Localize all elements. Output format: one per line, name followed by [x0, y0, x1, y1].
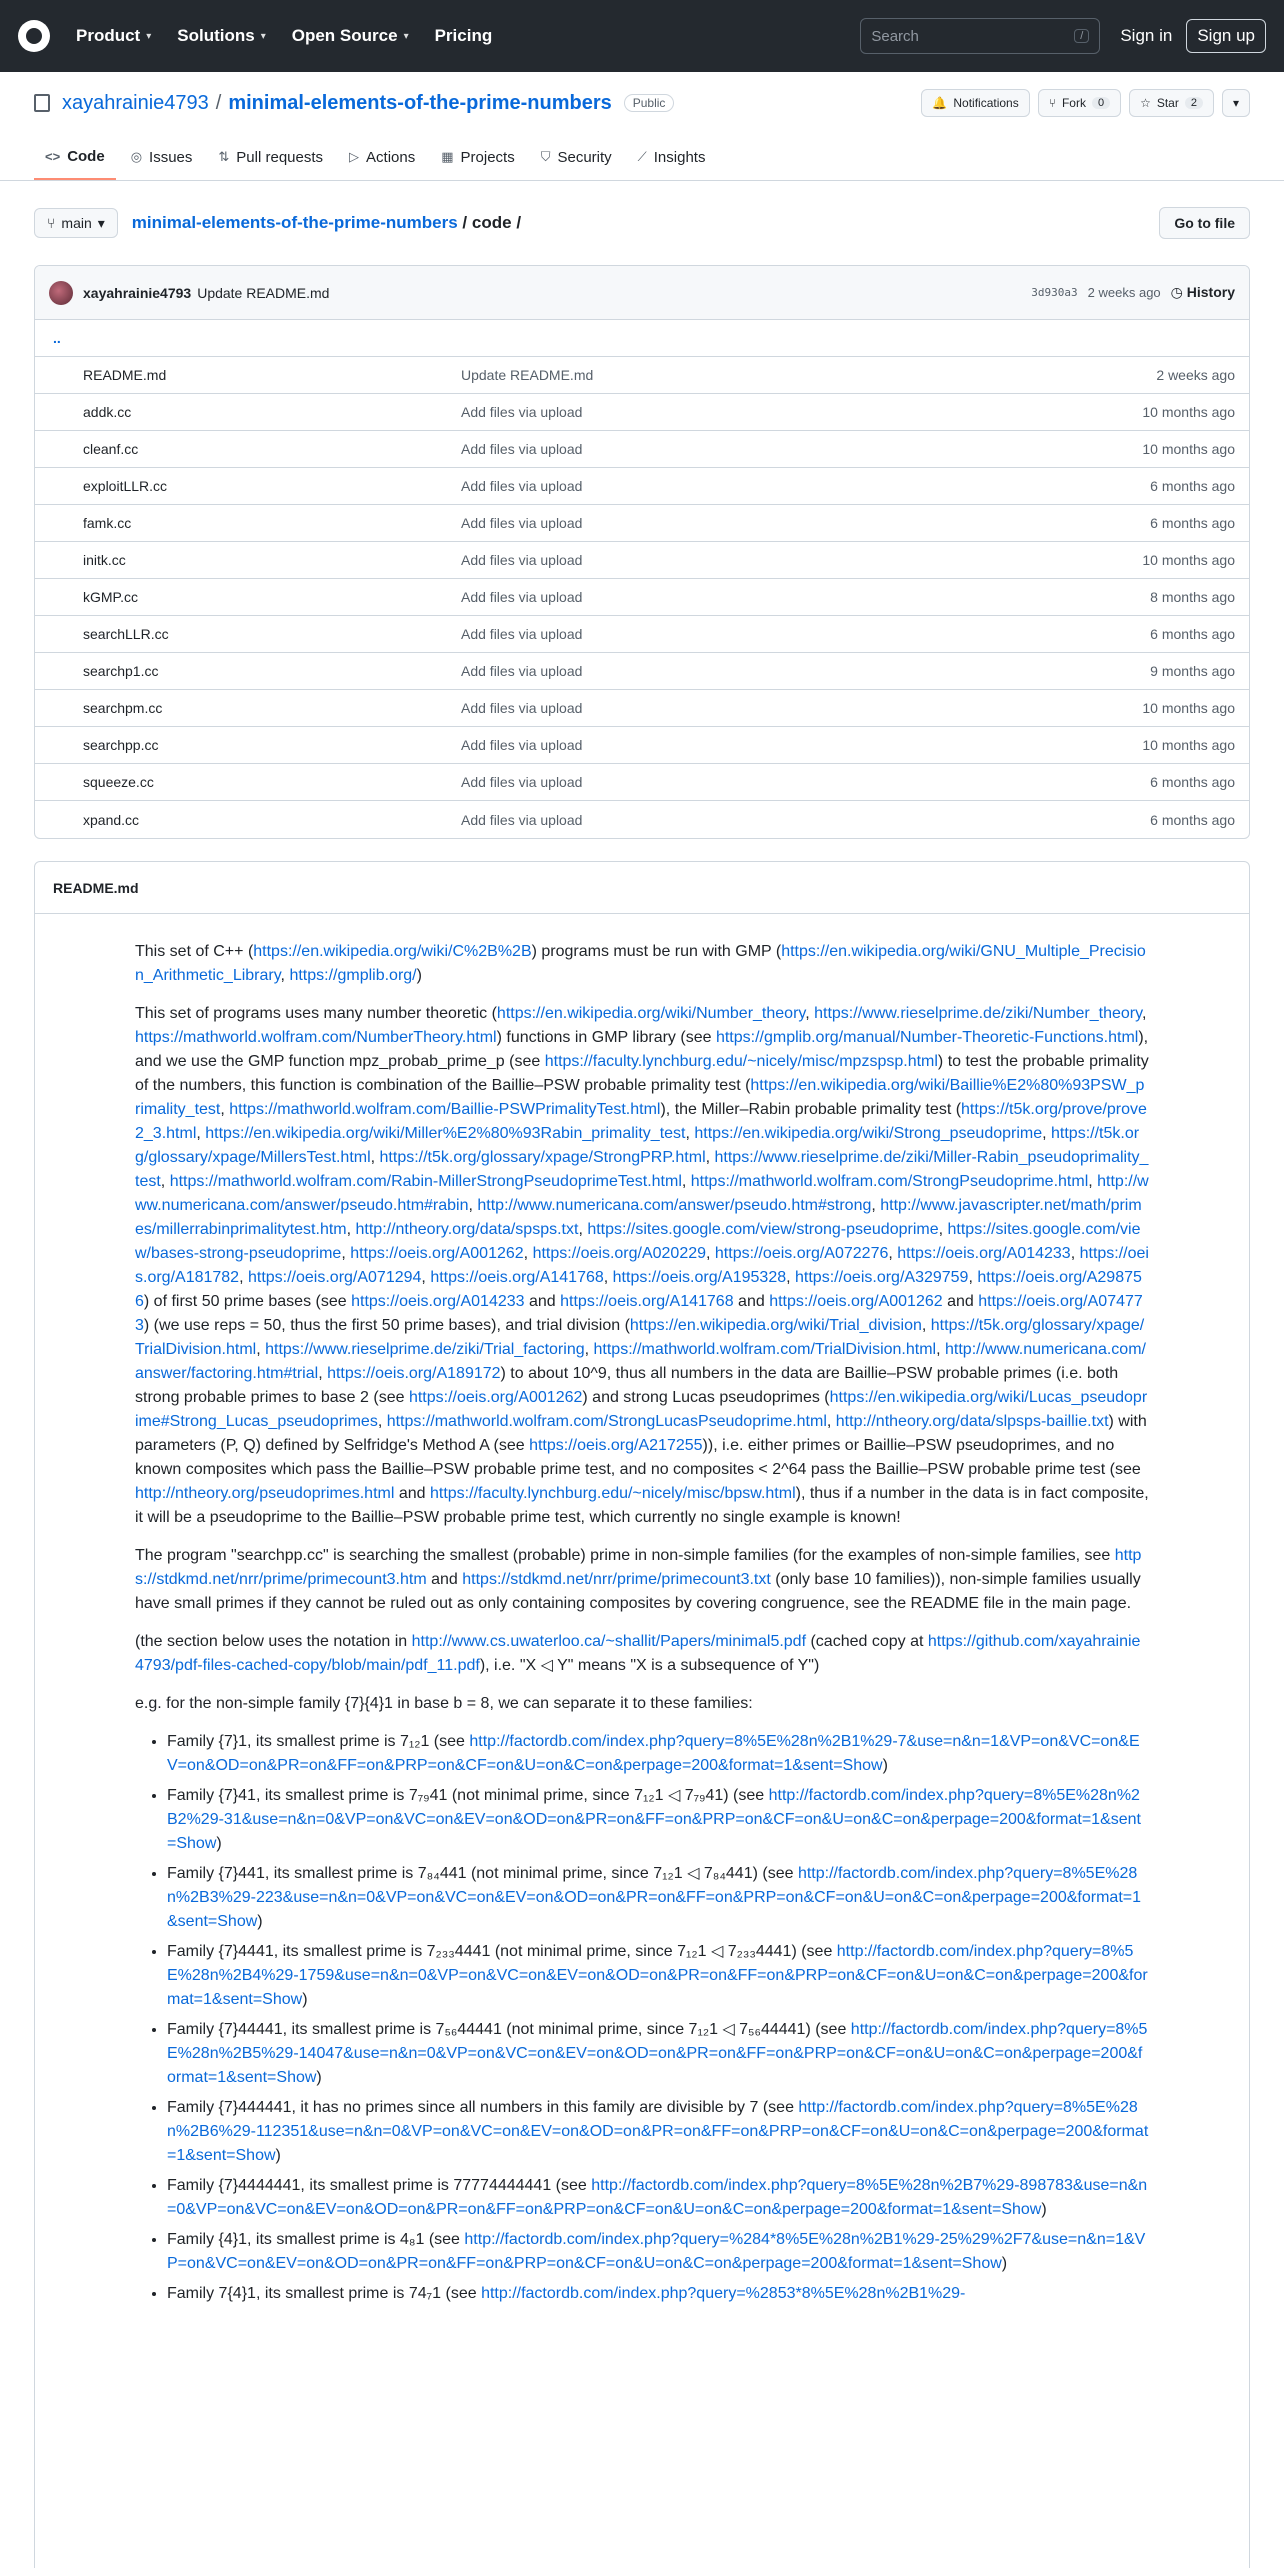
star-label: Star: [1156, 96, 1179, 110]
fork-label: Fork: [1061, 96, 1086, 110]
repo-tabs: [34, 134, 1250, 180]
readme-paragraph: (the section below uses the notation in http://www.cs.uwaterloo.ca/~shallit/Papers/minimal5.pdf (cached copy at https://github.com/xayahrainie4793/pdf-files-cached-copy/blob/main/pdf_11.pdf), i.e. "X ◁ Y" means "X is a subsequence of Y"): [135, 1633, 1141, 1674]
file-commit-message[interactable]: Add files via upload: [461, 552, 583, 568]
file-row[interactable]: [35, 653, 1249, 690]
readme-link[interactable]: https://mathworld.wolfram.com/StrongLucasPseudoprime.html: [386, 1413, 827, 1430]
file-row[interactable]: [35, 468, 1249, 505]
breadcrumb-repo-link[interactable]: minimal-elements-of-the-prime-numbers: [131, 213, 458, 232]
readme-link[interactable]: http://factordb.com/index.php?query=8%5E%28n%2B4%29-1759&use=n&n=0&VP=on&VC=on&EV=on&OD=on&PR=on&FF=on&PRP=on&CF=on&U=on&C=on&perpage=200&format=1&sent=Show: [167, 1943, 1148, 2008]
readme-link[interactable]: http://www.cs.uwaterloo.ca/~shallit/Papers/minimal5.pdf: [411, 1633, 807, 1650]
readme-link[interactable]: http://ntheory.org/data/spsps.txt: [355, 1221, 579, 1238]
file-name-link[interactable]: kGMP.cc: [83, 589, 138, 605]
file-row[interactable]: [35, 764, 1249, 801]
star-button[interactable]: [1129, 89, 1214, 117]
readme-link[interactable]: https://faculty.lynchburg.edu/~nicely/misc/bpsw.html: [429, 1485, 796, 1502]
nav-open-source[interactable]: [292, 26, 409, 46]
breadcrumb-current: code: [471, 213, 512, 232]
file-name-link[interactable]: squeeze.cc: [83, 774, 154, 790]
search-input[interactable]: [860, 18, 1100, 54]
readme-link[interactable]: https://sites.google.com/view/strong-pseudoprime: [587, 1221, 939, 1238]
visibility-badge: Public: [624, 94, 675, 112]
repo-actions: [921, 89, 1250, 117]
play-icon: ▷: [349, 149, 360, 164]
readme-list-item: • Family {7}444441, it has no primes since all numbers in this family are divisible by 7 (see http://factordb.com/index.php?query=8%5E%28n%2B6%29-112351&use=n&n=0&VP=on&VC=on&EV=on&OD=on&PR=on&FF=on&PRP=on&CF=on&U=on&C=on&perpage=200&format=1&sent=Show): [167, 2096, 1149, 2168]
chevron-down-icon: ▾: [97, 214, 105, 231]
readme-link[interactable]: https://mathworld.wolfram.com/TrialDivision.html: [593, 1341, 937, 1358]
file-commit-message[interactable]: Add files via upload: [461, 515, 583, 531]
file-date: 6 months ago: [1150, 811, 1235, 828]
file-name-link[interactable]: searchLLR.cc: [83, 626, 169, 642]
file-name-link[interactable]: searchp1.cc: [83, 663, 159, 679]
file-date: 2 weeks ago: [1156, 367, 1235, 383]
readme-link[interactable]: http://factordb.com/index.php?query=%284*8%5E%28n%2B1%29-25%29%2F7&use=n&n=1&VP=on&VC=on&EV=on&OD=on&PR=on&FF=on&PRP=on&CF=on&U=on&C=on&perpage=200&format=1&sent=Show: [167, 2231, 1146, 2272]
tab-code[interactable]: [34, 134, 116, 180]
readme-link[interactable]: https://en.wikipedia.org/wiki/Number_theory: [496, 1005, 806, 1022]
tab-label: Issues: [149, 148, 193, 166]
tab-security[interactable]: [530, 134, 623, 180]
github-logo-icon[interactable]: [18, 20, 50, 52]
pull-request-icon: ⇅: [218, 149, 230, 164]
chevron-down-icon: ▾: [146, 30, 152, 42]
readme-link[interactable]: https://oeis.org/A020229: [532, 1245, 707, 1262]
file-browser: [34, 265, 1250, 839]
file-name-link[interactable]: searchpp.cc: [83, 737, 159, 753]
readme-list-item: • Family {7}41, its smallest prime is 7₇₉41 (not minimal prime, since 7₁₂1 ◁ 7₇₉41) (see http://factordb.com/index.php?query=8%5E%28n%2B2%29-31&use=n&n=0&VP=on&VC=on&EV=on&OD=on&PR=on&FF=on&PRP=on&CF=on&U=on&C=on&perpage=200&format=1&sent=Show): [167, 1784, 1149, 1856]
repo-title: [34, 72, 1250, 134]
readme-link[interactable]: https://oeis.org/A072276: [714, 1245, 889, 1262]
readme-link[interactable]: https://sites.google.com/view/bases-strong-pseudoprime: [135, 1221, 1141, 1262]
readme-title: README.md: [35, 862, 1249, 914]
readme-link[interactable]: http://www.numericana.com/answer/factoring.htm#trial: [135, 1341, 1146, 1382]
readme-link[interactable]: http://factordb.com/index.php?query=8%5E%28n%2B5%29-14047&use=n&n=0&VP=on&VC=on&EV=on&OD=on&PR=on&FF=on&PRP=on&CF=on&U=on&C=on&perpage=200&format=1&sent=Show: [167, 2021, 1148, 2086]
readme-link[interactable]: https://oeis.org/A074773: [135, 1293, 1143, 1334]
file-date: 10 months ago: [1142, 441, 1235, 457]
path-separator: /: [215, 91, 222, 114]
chevron-down-icon: ▾: [1232, 96, 1239, 110]
readme-link[interactable]: https://www.rieselprime.de/ziki/Trial_factoring: [265, 1341, 585, 1358]
tab-label: Projects: [460, 148, 515, 166]
nav-label: Product: [76, 26, 141, 45]
file-commit-message[interactable]: Add files via upload: [461, 811, 583, 828]
readme-list-item: • Family {7}4441, its smallest prime is 7₂₃₃4441 (not minimal prime, since 7₁₂1 ◁ 7₂₃₃4441) (see http://factordb.com/index.php?query=8%5E%28n%2B4%29-1759&use=n&n=0&VP=on&VC=on&EV=on&OD=on&PR=on&FF=on&PRP=on&CF=on&U=on&C=on&perpage=200&format=1&sent=Show): [167, 1940, 1149, 2012]
nav-solutions[interactable]: [177, 26, 265, 46]
readme-link[interactable]: https://oeis.org/A195328: [612, 1269, 787, 1286]
file-name-link[interactable]: addk.cc: [83, 404, 132, 420]
avatar[interactable]: [49, 281, 73, 305]
commit-message-link[interactable]: Update README.md: [197, 284, 330, 301]
file-date: 10 months ago: [1142, 552, 1235, 568]
file-commit-message[interactable]: Update README.md: [461, 367, 594, 383]
bell-icon: 🔔: [932, 96, 948, 110]
readme-link[interactable]: http://www.numericana.com/answer/pseudo.htm#rabin: [135, 1173, 1149, 1214]
readme-link[interactable]: https://oeis.org/A298756: [135, 1269, 1142, 1310]
code-icon: <>: [45, 148, 61, 164]
readme-paragraph: This set of programs uses many number theoretic (https://en.wikipedia.org/wiki/Number_theory, https://www.rieselprime.de/ziki/Number_theory, https://mathworld.wolfram.com/NumberTheory.html) functions in GMP library (see https://gmplib.org/manual/Number-Theoretic-Functions.html), and we use the GMP function mpz_probab_prime_p (see https://faculty.lynchburg.edu/~nicely/misc/mpzspsp.html) to test the probable primality of the numbers, this function is combination of the Baillie–PSW probable primality test (https://en.wikipedia.org/wiki/Baillie%E2%80%93PSW_primality_test, https://mathworld.wolfram.com/Baillie-PSWPrimalityTest.html), the Miller–Rabin probable primality test (https://t5k.org/prove/prove2_3.html, https://en.wikipedia.org/wiki/Miller%E2%80%93Rabin_primality_test, https://en.wikipedia.org/wiki/Strong_pseudoprime, https://t5k.org/glossary/xpage/MillersTest.html, https://t5k.org/glossary/xpage/StrongPRP.html, https://www.rieselprime.de/ziki/Miller-Rabin_pseudoprimality_test, https://mathworld.wolfram.com/Rabin-MillerStrongPseudoprimeTest.html, https://mathworld.wolfram.com/StrongPseudoprime.html, http://www.numericana.com/answer/pseudo.htm#rabin, http://www.numericana.com/answer/pseudo.htm#strong, http://www.javascripter.net/math/primes/millerrabinprimalitytest.htm, http://ntheory.org/data/spsps.txt, https://sites.google.com/view/strong-pseudoprime, https://sites.google.com/view/bases-strong-pseudoprime, https://oeis.org/A001262, https://oeis.org/A020229, https://oeis.org/A072276, https://oeis.org/A014233, https://oeis.org/A181782, https://oeis.org/A071294, https://oeis.org/A141768, https://oeis.org/A195328, https://oeis.org/A329759, https://oeis.org/A298756) of first 50 prime bases (see https://oeis.org/A014233 and https://oeis.org/A141768 and https://oeis.org/A001262 and https://oeis.org/A074773) (we use reps = 50, thus the first 50 prime bases), and trial division (https://en.wikipedia.org/wiki/Trial_division, https://t5k.org/glossary/xpage/TrialDivision.html, https://www.rieselprime.de/ziki/Trial_factoring, https://mathworld.wolfram.com/TrialDivision.html, http://www.numericana.com/answer/factoring.htm#trial, https://oeis.org/A189172) to about 10^9, thus all numbers in the data are Baillie–PSW probable primes (i.e. both strong probable primes to base 2 (see https://oeis.org/A001262) and strong Lucas pseudoprimes (https://en.wikipedia.org/wiki/Lucas_pseudoprime#Strong_Lucas_pseudoprimes, https://mathworld.wolfram.com/StrongLucasPseudoprime.html, http://ntheory.org/data/slpsps-baillie.txt) with parameters (P, Q) defined by Selfridge's Method A (see https://oeis.org/A217255)), i.e. either primes or Baillie–PSW pseudoprimes, and no known composites which pass the Baillie–PSW probable prime test, and no composites < 2^64 pass the Baillie–PSW probable prime test (see http://ntheory.org/pseudoprimes.html and https://faculty.lynchburg.edu/~nicely/misc/bpsw.html), thus if a number in the data is in fact composite, it will be a pseudoprime to the Baillie–PSW probable prime test, which currently no single example is known!: [135, 1005, 1149, 1526]
readme-list-item: • Family 7{4}1, its smallest prime is 74₇1 (see http://factordb.com/index.php?query=%2853*8%5E%28n%2B1%29-: [167, 2282, 1149, 2306]
star-icon: ☆: [1140, 96, 1151, 110]
fork-icon: ⑂: [1048, 96, 1056, 110]
commit-author-link[interactable]: xayahrainie4793: [83, 284, 192, 301]
branch-icon: ⑂: [47, 215, 56, 231]
file-list: [35, 357, 1249, 838]
readme-link[interactable]: https://en.wikipedia.org/wiki/Miller%E2%80%93Rabin_primality_test: [205, 1125, 686, 1142]
readme-link[interactable]: http://ntheory.org/pseudoprimes.html: [135, 1485, 395, 1502]
file-row[interactable]: [35, 616, 1249, 653]
file-commit-message[interactable]: Add files via upload: [461, 404, 583, 420]
fork-count: 0: [1092, 97, 1110, 109]
shield-icon: ⛉: [540, 149, 551, 164]
path-bar: [34, 181, 1250, 265]
file-row[interactable]: [35, 505, 1249, 542]
readme-link[interactable]: https://en.wikipedia.org/wiki/C%2B%2B: [253, 943, 532, 960]
file-date: 6 months ago: [1150, 478, 1235, 494]
tab-actions[interactable]: [338, 134, 426, 180]
readme-link[interactable]: https://oeis.org/A014233: [351, 1293, 525, 1310]
nav-product[interactable]: [76, 26, 151, 46]
readme-link[interactable]: https://github.com/xayahrainie4793/pdf-files-cached-copy/blob/main/pdf_11.pdf: [135, 1633, 1141, 1674]
tab-pull-requests[interactable]: [207, 134, 334, 180]
file-name-link[interactable]: xpand.cc: [83, 811, 140, 828]
commit-meta: [1031, 284, 1235, 301]
star-dropdown-button[interactable]: [1222, 89, 1250, 117]
notifications-label: Notifications: [953, 96, 1019, 110]
file-date: 6 months ago: [1150, 626, 1235, 642]
search-shortcut-badge: /: [1074, 29, 1089, 43]
latest-commit-bar: [35, 266, 1249, 320]
repo-header: [0, 72, 1284, 181]
nav-label: Pricing: [434, 26, 493, 45]
table-icon: ▦: [441, 149, 454, 164]
readme-list-item: • Family {7}441, its smallest prime is 7₈₄441 (not minimal prime, since 7₁₂1 ◁ 7₈₄441) (see http://factordb.com/index.php?query=8%5E%28n%2B3%29-223&use=n&n=0&VP=on&VC=on&EV=on&OD=on&PR=on&FF=on&PRP=on&CF=on&U=on&C=on&perpage=200&format=1&sent=Show): [167, 1862, 1149, 1934]
file-row[interactable]: [35, 690, 1249, 727]
readme-link[interactable]: https://oeis.org/A001262: [408, 1389, 583, 1406]
readme-link[interactable]: http://factordb.com/index.php?query=8%5E%28n%2B3%29-223&use=n&n=0&VP=on&VC=on&EV=on&OD=on&PR=on&FF=on&PRP=on&CF=on&U=on&C=on&perpage=200&format=1&sent=Show: [167, 1865, 1141, 1930]
readme-link[interactable]: https://www.rieselprime.de/ziki/Number_theory: [814, 1005, 1142, 1022]
star-count: 2: [1185, 97, 1203, 109]
readme-list-item: • Family {7}4444441, its smallest prime is 77774444441 (see http://factordb.com/index.php?query=8%5E%28n%2B7%29-898783&use=n&n=0&VP=on&VC=on&EV=on&OD=on&PR=on&FF=on&PRP=on&CF=on&U=on&C=on&perpage=200&format=1&sent=Show): [167, 2174, 1149, 2222]
commit-sha-link[interactable]: 3d930a3: [1031, 286, 1078, 299]
readme-link[interactable]: https://stdkmd.net/nrr/prime/primecount3.txt: [462, 1571, 771, 1588]
file-date: 6 months ago: [1150, 774, 1235, 790]
readme-link[interactable]: https://en.wikipedia.org/wiki/Strong_pseudoprime: [694, 1125, 1043, 1142]
readme-link[interactable]: https://en.wikipedia.org/wiki/GNU_Multiple_Precision_Arithmetic_Library: [135, 943, 1146, 984]
file-name-link[interactable]: cleanf.cc: [83, 441, 139, 457]
file-row[interactable]: [35, 394, 1249, 431]
sign-in-link[interactable]: Sign in: [1120, 26, 1173, 45]
tab-label: Insights: [653, 148, 706, 166]
readme-link[interactable]: https://oeis.org/A014233: [897, 1245, 1071, 1262]
file-commit-message[interactable]: Add files via upload: [461, 774, 583, 790]
top-nav: [76, 26, 492, 46]
tab-label: Code: [67, 147, 105, 165]
commit-time: 2 weeks ago: [1087, 285, 1161, 300]
file-date: 10 months ago: [1142, 737, 1235, 753]
file-commit-message[interactable]: Add files via upload: [461, 737, 583, 753]
readme-link[interactable]: http://www.numericana.com/answer/pseudo.htm#strong: [477, 1197, 872, 1214]
repo-name-link[interactable]: minimal-elements-of-the-prime-numbers: [228, 91, 612, 114]
top-bar: [0, 0, 1284, 72]
readme-link[interactable]: http://factordb.com/index.php?query=8%5E%28n%2B2%29-31&use=n&n=0&VP=on&VC=on&EV=on&OD=on&PR=on&FF=on&PRP=on&CF=on&U=on&C=on&perpage=200&format=1&sent=Show: [167, 1787, 1141, 1852]
readme-link[interactable]: http://ntheory.org/data/slpsps-baillie.txt: [835, 1413, 1109, 1430]
file-name-link[interactable]: exploitLLR.cc: [83, 478, 168, 494]
chevron-down-icon: ▾: [403, 30, 409, 42]
file-commit-message[interactable]: Add files via upload: [461, 589, 583, 605]
readme-list-item: • Family {7}1, its smallest prime is 7₁₂1 (see http://factordb.com/index.php?query=8%5E%28n%2B1%29-7&use=n&n=1&VP=on&VC=on&EV=on&OD=on&PR=on&FF=on&PRP=on&CF=on&U=on&C=on&perpage=200&format=1&sent=Show): [167, 1730, 1149, 1778]
tab-insights[interactable]: [627, 134, 717, 180]
readme-link[interactable]: http://factordb.com/index.php?query=%2853*8%5E%28n%2B1%29-: [481, 2285, 966, 2302]
file-name-link[interactable]: famk.cc: [83, 515, 132, 531]
file-row[interactable]: [35, 431, 1249, 468]
readme-paragraph: e.g. for the non-simple family {7}{4}1 in base b = 8, we can separate it to these families:: [135, 1695, 753, 1712]
history-label: History: [1186, 284, 1235, 300]
file-name-link[interactable]: initk.cc: [83, 552, 126, 568]
readme-paragraph: This set of C++ (https://en.wikipedia.org/wiki/C%2B%2B) programs must be run with GMP (https://en.wikipedia.org/wiki/GNU_Multiple_Precision_Arithmetic_Library, https://gmplib.org/): [135, 943, 1146, 984]
readme-link[interactable]: https://oeis.org/A181782: [135, 1245, 1149, 1286]
readme-link[interactable]: https://mathworld.wolfram.com/Rabin-MillerStrongPseudoprimeTest.html: [169, 1173, 682, 1190]
readme-link[interactable]: http://factordb.com/index.php?query=8%5E%28n%2B7%29-898783&use=n&n=0&VP=on&VC=on&EV=on&OD=on&PR=on&FF=on&PRP=on&CF=on&U=on&C=on&perpage=200&format=1&sent=Show: [167, 2177, 1148, 2218]
sign-up-button[interactable]: Sign up: [1186, 19, 1266, 53]
file-row[interactable]: [35, 357, 1249, 394]
file-commit-message[interactable]: Add files via upload: [461, 478, 583, 494]
readme-link[interactable]: https://faculty.lynchburg.edu/~nicely/misc/mpzspsp.html: [544, 1053, 938, 1070]
file-row[interactable]: [35, 727, 1249, 764]
readme-link[interactable]: https://oeis.org/A141768: [430, 1269, 604, 1286]
readme-link[interactable]: https://oeis.org/A001262: [769, 1293, 943, 1310]
tab-issues[interactable]: [120, 134, 204, 180]
file-name-link[interactable]: README.md: [83, 367, 167, 383]
file-date: 9 months ago: [1150, 663, 1235, 679]
history-link[interactable]: [1171, 284, 1235, 301]
file-commit-message[interactable]: Add files via upload: [461, 663, 583, 679]
file-date: 10 months ago: [1142, 700, 1235, 716]
main-content: [0, 181, 1284, 2568]
search-placeholder: Search: [871, 27, 919, 45]
readme-link[interactable]: https://mathworld.wolfram.com/NumberTheory.html: [135, 1029, 497, 1046]
file-name-link[interactable]: searchpm.cc: [83, 700, 163, 716]
file-date: 10 months ago: [1142, 404, 1235, 420]
readme-body: [35, 914, 1249, 2306]
nav-label: Open Source: [291, 26, 398, 45]
readme-link[interactable]: http://factordb.com/index.php?query=8%5E%28n%2B1%29-7&use=n&n=1&VP=on&VC=on&EV=on&OD=on&PR=on&FF=on&PRP=on&CF=on&U=on&C=on&perpage=200&format=1&sent=Show: [167, 1733, 1140, 1774]
readme-panel: [34, 861, 1250, 2568]
readme-link[interactable]: https://oeis.org/A329759: [795, 1269, 969, 1286]
repo-icon: [34, 94, 50, 112]
file-row[interactable]: [35, 801, 1249, 838]
file-commit-message[interactable]: Add files via upload: [461, 441, 583, 457]
readme-link[interactable]: https://oeis.org/A001262: [350, 1245, 524, 1262]
file-date: 8 months ago: [1150, 589, 1235, 605]
go-to-file-button[interactable]: Go to file: [1159, 207, 1250, 239]
history-icon: ◷: [1170, 284, 1183, 300]
breadcrumb: [132, 213, 521, 233]
notifications-button[interactable]: [921, 89, 1029, 117]
breadcrumb-separator: /: [462, 213, 468, 232]
readme-link[interactable]: https://gmplib.org/manual/Number-Theoretic-Functions.html: [715, 1029, 1139, 1046]
file-commit-message[interactable]: Add files via upload: [461, 700, 583, 716]
readme-link[interactable]: https://oeis.org/A141768: [560, 1293, 734, 1310]
breadcrumb-separator: /: [516, 213, 522, 232]
readme-paragraph: The program "searchpp.cc" is searching the smallest (probable) prime in non-simple families (for the examples of non-simple families, see https://stdkmd.net/nrr/prime/primecount3.htm and https://stdkmd.net/nrr/prime/primecount3.txt (only base 10 families)), non-simple families usually have small primes if they cannot be ruled out as only containing composites by covering congruence, see the README file in the main page.: [135, 1547, 1142, 1612]
branch-selector[interactable]: [34, 208, 118, 238]
readme-link[interactable]: https://www.rieselprime.de/ziki/Miller-Rabin_pseudoprimality_test: [135, 1149, 1149, 1190]
chevron-down-icon: ▾: [260, 30, 266, 42]
readme-link[interactable]: https://gmplib.org/: [289, 967, 417, 984]
graph-icon: ⟋: [637, 149, 647, 164]
nav-pricing[interactable]: [435, 26, 493, 46]
tab-label: Security: [557, 148, 612, 166]
readme-link[interactable]: https://en.wikipedia.org/wiki/Baillie%E2%80%93PSW_primality_test: [135, 1077, 1145, 1118]
repo-owner-link[interactable]: xayahrainie4793: [62, 91, 209, 114]
fork-button[interactable]: [1038, 89, 1121, 117]
readme-link[interactable]: https://mathworld.wolfram.com/Baillie-PSWPrimalityTest.html: [229, 1101, 661, 1118]
file-row[interactable]: [35, 542, 1249, 579]
readme-link[interactable]: https://t5k.org/glossary/xpage/TrialDivision.html: [135, 1317, 1145, 1358]
parent-directory-link[interactable]: ..: [35, 320, 1249, 357]
readme-link[interactable]: https://stdkmd.net/nrr/prime/primecount3.htm: [135, 1547, 1142, 1588]
readme-link[interactable]: https://t5k.org/glossary/xpage/StrongPRP.html: [379, 1149, 706, 1166]
readme-list: [167, 1730, 1149, 2306]
tab-projects[interactable]: [430, 134, 525, 180]
branch-label: main: [61, 215, 92, 231]
readme-link[interactable]: https://en.wikipedia.org/wiki/Lucas_pseudoprime#Strong_Lucas_pseudoprimes: [135, 1389, 1148, 1430]
readme-link[interactable]: https://oeis.org/A217255: [529, 1437, 703, 1454]
readme-link[interactable]: http://www.javascripter.net/math/primes/millerrabinprimalitytest.htm: [135, 1197, 1142, 1238]
readme-link[interactable]: https://t5k.org/prove/prove2_3.html: [135, 1101, 1147, 1142]
issue-icon: ◎: [130, 149, 143, 164]
readme-link[interactable]: https://mathworld.wolfram.com/StrongPseudoprime.html: [690, 1173, 1089, 1190]
file-date: 6 months ago: [1150, 515, 1235, 531]
readme-link[interactable]: https://oeis.org/A189172: [327, 1365, 501, 1382]
readme-list-item: • Family {4}1, its smallest prime is 4₈1 (see http://factordb.com/index.php?query=%284*8%5E%28n%2B1%29-25%29%2F7&use=n&n=1&VP=on&VC=on&EV=on&OD=on&PR=on&FF=on&PRP=on&CF=on&U=on&C=on&perpage=200&format=1&sent=Show): [167, 2228, 1149, 2276]
readme-link[interactable]: https://en.wikipedia.org/wiki/Trial_division: [629, 1317, 922, 1334]
nav-label: Solutions: [177, 26, 255, 45]
file-row[interactable]: [35, 579, 1249, 616]
readme-link[interactable]: https://t5k.org/glossary/xpage/MillersTest.html: [135, 1125, 1140, 1166]
tab-label: Actions: [366, 148, 416, 166]
readme-link[interactable]: http://factordb.com/index.php?query=8%5E%28n%2B6%29-112351&use=n&n=0&VP=on&VC=on&EV=on&OD=on&PR=on&FF=on&PRP=on&CF=on&U=on&C=on&perpage=200&format=1&sent=Show: [167, 2099, 1149, 2164]
readme-link[interactable]: https://oeis.org/A071294: [247, 1269, 422, 1286]
file-commit-message[interactable]: Add files via upload: [461, 626, 583, 642]
tab-label: Pull requests: [236, 148, 324, 166]
readme-list-item: • Family {7}44441, its smallest prime is 7₅₆44441 (not minimal prime, since 7₁₂1 ◁ 7₅₆44441) (see http://factordb.com/index.php?query=8%5E%28n%2B5%29-14047&use=n&n=0&VP=on&VC=on&EV=on&OD=on&PR=on&FF=on&PRP=on&CF=on&U=on&C=on&perpage=200&format=1&sent=Show): [167, 2018, 1149, 2090]
